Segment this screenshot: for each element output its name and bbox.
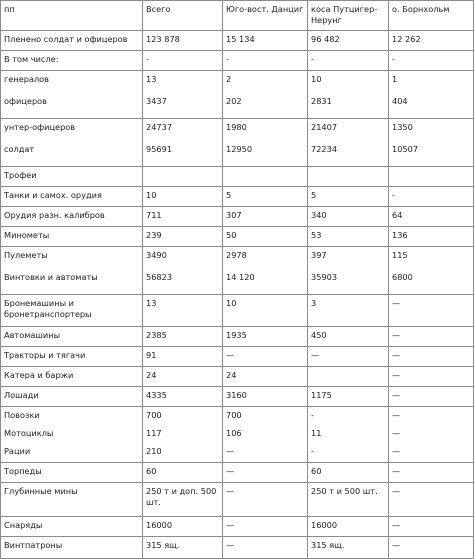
row-label: Винтовки и автоматы [4, 272, 98, 282]
table-row [1, 51, 474, 71]
cell: 136 [389, 227, 474, 247]
row-label: В том числе: [1, 51, 143, 71]
cell: 10 [143, 187, 223, 207]
cell: 13 [146, 74, 157, 84]
cell: 95691 [146, 144, 173, 154]
cell: 5 [223, 187, 308, 207]
cell: 700 [226, 410, 242, 420]
cell: 3490 [146, 250, 167, 260]
cell: - [223, 51, 308, 71]
cell: — [392, 446, 401, 456]
cell: — [389, 327, 474, 347]
cell: — [389, 387, 474, 407]
cell-group [308, 71, 389, 119]
cell: 117 [146, 428, 162, 438]
header-bornholm: о. Борнхольм [389, 1, 474, 31]
cell: - [308, 51, 389, 71]
cell: 12 262 [389, 31, 474, 51]
row-label: Тракторы и тягачи [1, 347, 143, 367]
row-label: генералов [4, 74, 50, 84]
row-label: Бронемашины и бронетранспортеры [1, 295, 143, 327]
cell: 2978 [226, 250, 247, 260]
cell: 1980 [226, 122, 247, 132]
cell: 315 ящ. [308, 537, 389, 559]
section-label: Трофеи [1, 167, 143, 187]
cell: 115 [392, 250, 408, 260]
cell: - [389, 51, 474, 71]
row-label: Рации [4, 446, 31, 456]
cell: 16000 [143, 517, 223, 537]
cell: 3 [308, 295, 389, 327]
cell: 53 [308, 227, 389, 247]
row-label: Минометы [1, 227, 143, 247]
cell: 202 [226, 96, 242, 106]
row-label: Мотоциклы [4, 428, 54, 438]
cell: 56823 [146, 272, 173, 282]
table-row-group [1, 119, 474, 167]
cell: 60 [143, 463, 223, 483]
row-label: унтер-офицеров [4, 122, 76, 132]
cell: — [223, 537, 308, 559]
table-row [1, 483, 474, 517]
table-row [1, 31, 474, 51]
cell: 239 [143, 227, 223, 247]
cell: — [226, 446, 235, 456]
table-row [1, 537, 474, 559]
cell: 250 т и доп. 500 шт. [143, 483, 223, 517]
cell-group [389, 71, 474, 119]
cell-group [223, 247, 308, 295]
cell: 5 [308, 187, 389, 207]
cell: — [223, 347, 308, 367]
row-label: Орудия разн. калибров [1, 207, 143, 227]
cell: 14 120 [226, 272, 255, 282]
cell-group [223, 407, 308, 463]
cell: 15 134 [223, 31, 308, 51]
cell: 1935 [223, 327, 308, 347]
cell: 397 [311, 250, 327, 260]
cell-group [308, 407, 389, 463]
row-label: Глубинные мины [1, 483, 143, 517]
row-label: солдат [4, 144, 35, 154]
cell: 21407 [311, 122, 338, 132]
table-row [1, 327, 474, 347]
cell: 11 [311, 428, 322, 438]
cell: 2831 [311, 96, 332, 106]
cell-group [143, 119, 223, 167]
header-putziger: коса Путцигер-Нерунг [308, 1, 389, 31]
cell: 4335 [143, 387, 223, 407]
cell: 1 [392, 74, 398, 84]
cell: — [389, 463, 474, 483]
cell: 35903 [311, 272, 338, 282]
cell: 123 878 [143, 31, 223, 51]
row-label-group [1, 119, 143, 167]
header-label: пп [1, 1, 143, 31]
cell-group [389, 119, 474, 167]
cell-group [223, 119, 308, 167]
table-row [1, 387, 474, 407]
cell-group [143, 407, 223, 463]
table-row [1, 463, 474, 483]
cell [389, 167, 474, 187]
cell: 404 [392, 96, 408, 106]
cell: — [223, 483, 308, 517]
cell: — [389, 537, 474, 559]
table-row [1, 295, 474, 327]
table-row [1, 227, 474, 247]
cell: - [389, 187, 474, 207]
cell-group [389, 247, 474, 295]
row-label: Катера и баржи [1, 367, 143, 387]
cell-group [223, 71, 308, 119]
cell: — [392, 410, 401, 420]
cell: 315 ящ. [143, 537, 223, 559]
cell: 91 [143, 347, 223, 367]
cell: 10507 [392, 144, 419, 154]
cell: 3160 [223, 387, 308, 407]
cell: 340 [308, 207, 389, 227]
cell: 24 [223, 367, 308, 387]
cell: — [223, 517, 308, 537]
cell: — [392, 428, 401, 438]
cell: 24 [143, 367, 223, 387]
cell: - [311, 446, 314, 456]
cell-group [308, 247, 389, 295]
cell: 307 [223, 207, 308, 227]
table-row-group [1, 71, 474, 119]
row-label: офицеров [4, 96, 47, 106]
header-total: Всего [143, 1, 223, 31]
header-row [1, 1, 474, 31]
table-row [1, 517, 474, 537]
cell: 2 [226, 74, 232, 84]
row-label: Пулеметы [4, 250, 48, 260]
row-label: Лошади [1, 387, 143, 407]
cell: 250 т и 500 шт. [308, 483, 389, 517]
table-row-group [1, 247, 474, 295]
cell-group [308, 119, 389, 167]
cell: 16000 [308, 517, 389, 537]
cell: — [389, 517, 474, 537]
row-label: Торпеды [1, 463, 143, 483]
header-danzig: Юго-вост. Данциг [223, 1, 308, 31]
cell: 12950 [226, 144, 253, 154]
table-row-group [1, 407, 474, 463]
cell: 10 [311, 74, 322, 84]
table-row [1, 187, 474, 207]
cell: 1350 [392, 122, 413, 132]
cell-group [143, 247, 223, 295]
cell: — [389, 483, 474, 517]
cell: — [389, 295, 474, 327]
cell: — [389, 347, 474, 367]
cell: 50 [223, 227, 308, 247]
row-label: Снаряды [1, 517, 143, 537]
cell: - [143, 51, 223, 71]
row-label: Пленено солдат и офицеров [1, 31, 143, 51]
row-label: Танки и самох. орудия [1, 187, 143, 207]
cell: 96 482 [308, 31, 389, 51]
cell: — [389, 367, 474, 387]
cell: 10 [223, 295, 308, 327]
cell: 2385 [143, 327, 223, 347]
row-label: Винтпатроны [1, 537, 143, 559]
cell: 13 [143, 295, 223, 327]
cell: 3437 [146, 96, 167, 106]
cell: 60 [308, 463, 389, 483]
cell: 6800 [392, 272, 413, 282]
cell: 64 [389, 207, 474, 227]
cell: - [311, 410, 314, 420]
table-row [1, 347, 474, 367]
cell [308, 367, 389, 387]
cell: 210 [146, 446, 162, 456]
cell [308, 167, 389, 187]
row-label-group [1, 247, 143, 295]
cell: 106 [226, 428, 242, 438]
table-row [1, 367, 474, 387]
cell: 24737 [146, 122, 173, 132]
table-row [1, 207, 474, 227]
row-label-group [1, 407, 143, 463]
cell [143, 167, 223, 187]
cell: 700 [146, 410, 162, 420]
row-label: Автомашины [1, 327, 143, 347]
cell: 711 [143, 207, 223, 227]
cell: — [223, 463, 308, 483]
row-label: Повозки [4, 410, 40, 420]
cell: 450 [308, 327, 389, 347]
cell: — [308, 347, 389, 367]
row-label-group [1, 71, 143, 119]
cell: 72234 [311, 144, 338, 154]
table-row [1, 167, 474, 187]
cell [223, 167, 308, 187]
cell-group [389, 407, 474, 463]
cell: 1175 [308, 387, 389, 407]
cell-group [143, 71, 223, 119]
